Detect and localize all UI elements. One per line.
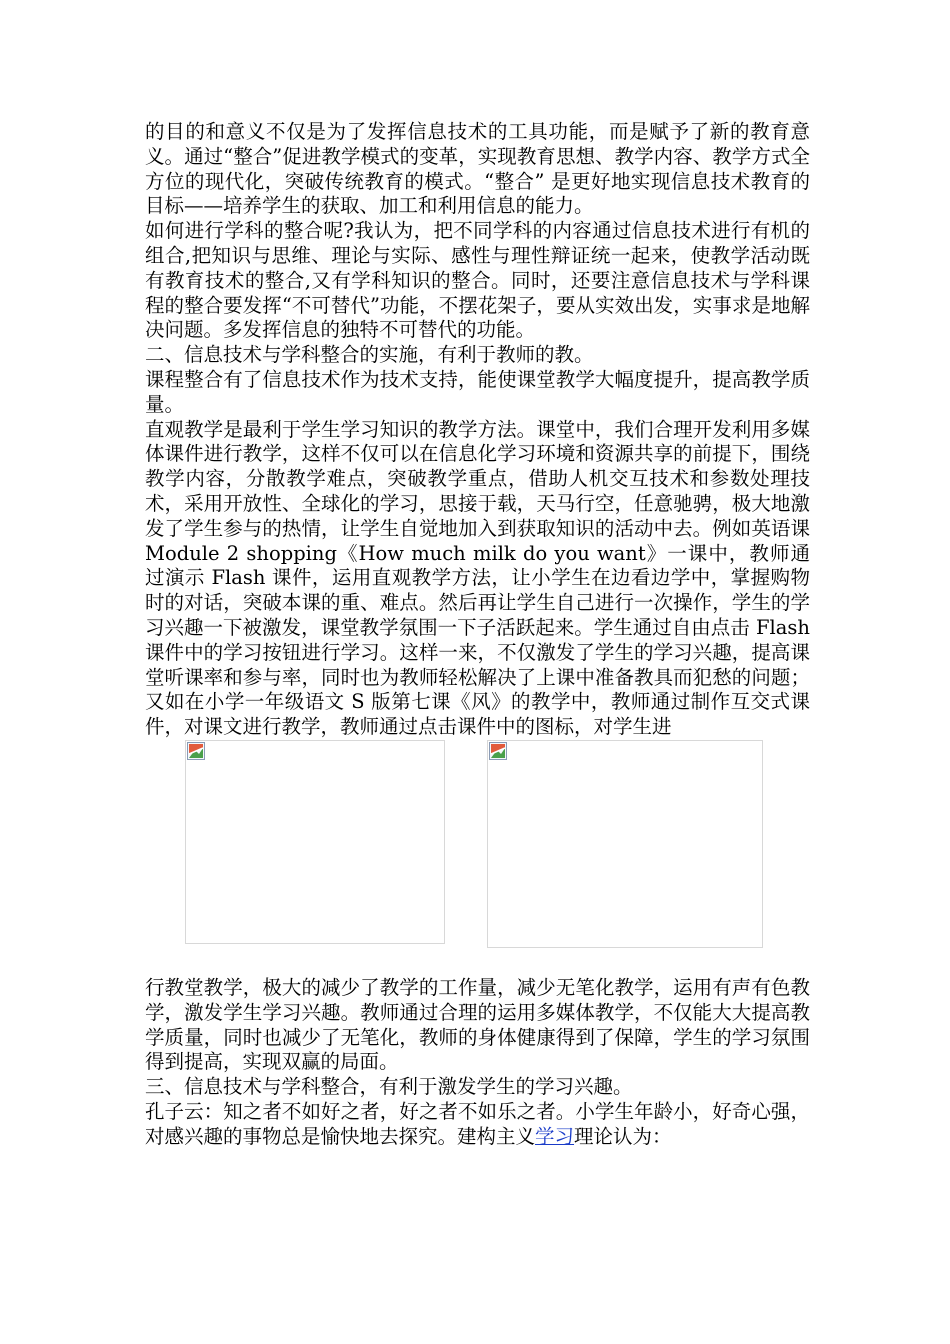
broken-image-icon (187, 742, 205, 760)
paragraph-6-text-before: 孔子云：知之者不如好之者，好之者不如乐之者。小学生年龄小，好奇心强，对感兴趣的事物总是愉快地去探究。建构主义 (145, 1099, 810, 1148)
broken-image-1 (185, 740, 445, 944)
section-heading-2: 二、信息技术与学科整合的实施，有利于教师的教。 (145, 343, 594, 367)
paragraph-6 (145, 1100, 810, 1150)
paragraph-4: 直观教学是最利于学生学习知识的教学方法。课堂中，我们合理开发利用多媒体课件进行教学，这样不仅可以在信息化学习环境和资源共享的前提下，围绕教学内容，分散教学难点，突破教学重点，借助人机交互技术和参数处理技术，采用开放性、全球化的学习，思接于载，天马行空，任意驰骋，极大地激发了学生参与的热情，让学生自觉地加入到获取知识的活动中去。例如英语课 Module 2 shopping《How much milk do you want》一课中，教师通过演示 Flash 课件，运用直观教学方法，让小学生在边看边学中，掌握购物时的对话，突破本课的重、难点。然后再让学生自己进行一次操作，学生的学习兴趣一下被激发，课堂教学氛围一下子活跃起来。学生通过自由点击 Flash 课件中的学习按钮进行学习。这样一来，不仅激发了学生的学习兴趣，提高课堂听课率和参与率，同时也为教师轻松解决了上课中准备教具而犯愁的问题；又如在小学一年级语文 S 版第七课《风》的教学中，教师通过制作互交式课件，对课文进行教学，教师通过点击课件中的图标，对学生进 (145, 417, 810, 739)
document-page (145, 120, 810, 1150)
paragraph-5: 行教堂教学，极大的减少了教学的工作量，减少无笔化教学，运用有声有色教学，激发学生学习兴趣。教师通过合理的运用多媒体教学，不仅能大大提高教学质量，同时也减少了无笔化，教师的身体健康得到了保障，学生的学习氛围得到提高，实现双赢的局面。 (145, 975, 810, 1074)
learning-link[interactable]: 学习 (535, 1124, 575, 1148)
paragraph-1: 的目的和意义不仅是为了发挥信息技术的工具功能，而是赋予了新的教育意义。通过“整合”促进教学模式的变革，实现教育思想、教学内容、教学方式全方位的现代化，突破传统教育的模式。“整合” 是更好地实现信息技术教育的目标——培养学生的获取、加工和利用信息的能力。 (145, 120, 810, 218)
image-row (145, 740, 810, 976)
broken-image-2 (487, 740, 763, 948)
paragraph-6-text-after: 理论认为： (574, 1124, 672, 1148)
broken-image-icon (489, 742, 507, 760)
paragraph-3: 课程整合有了信息技术作为技术支持，能使课堂教学大幅度提升，提高教学质量。 (145, 367, 810, 416)
section-heading-3: 三、信息技术与学科整合，有利于激发学生的学习兴趣。 (145, 1075, 633, 1099)
paragraph-2: 如何进行学科的整合呢?我认为，把不同学科的内容通过信息技术进行有机的组合,把知识与思维、理论与实际、感性与理性辩证统一起来，使教学活动既有教育技术的整合,又有学科知识的整合。同时，还要注意信息技术与学科课程的整合要发挥“不可替代”功能，不摆花架子，要从实效出发，实事求是地解决问题。多发挥信息的独特不可替代的功能。 (145, 219, 810, 342)
